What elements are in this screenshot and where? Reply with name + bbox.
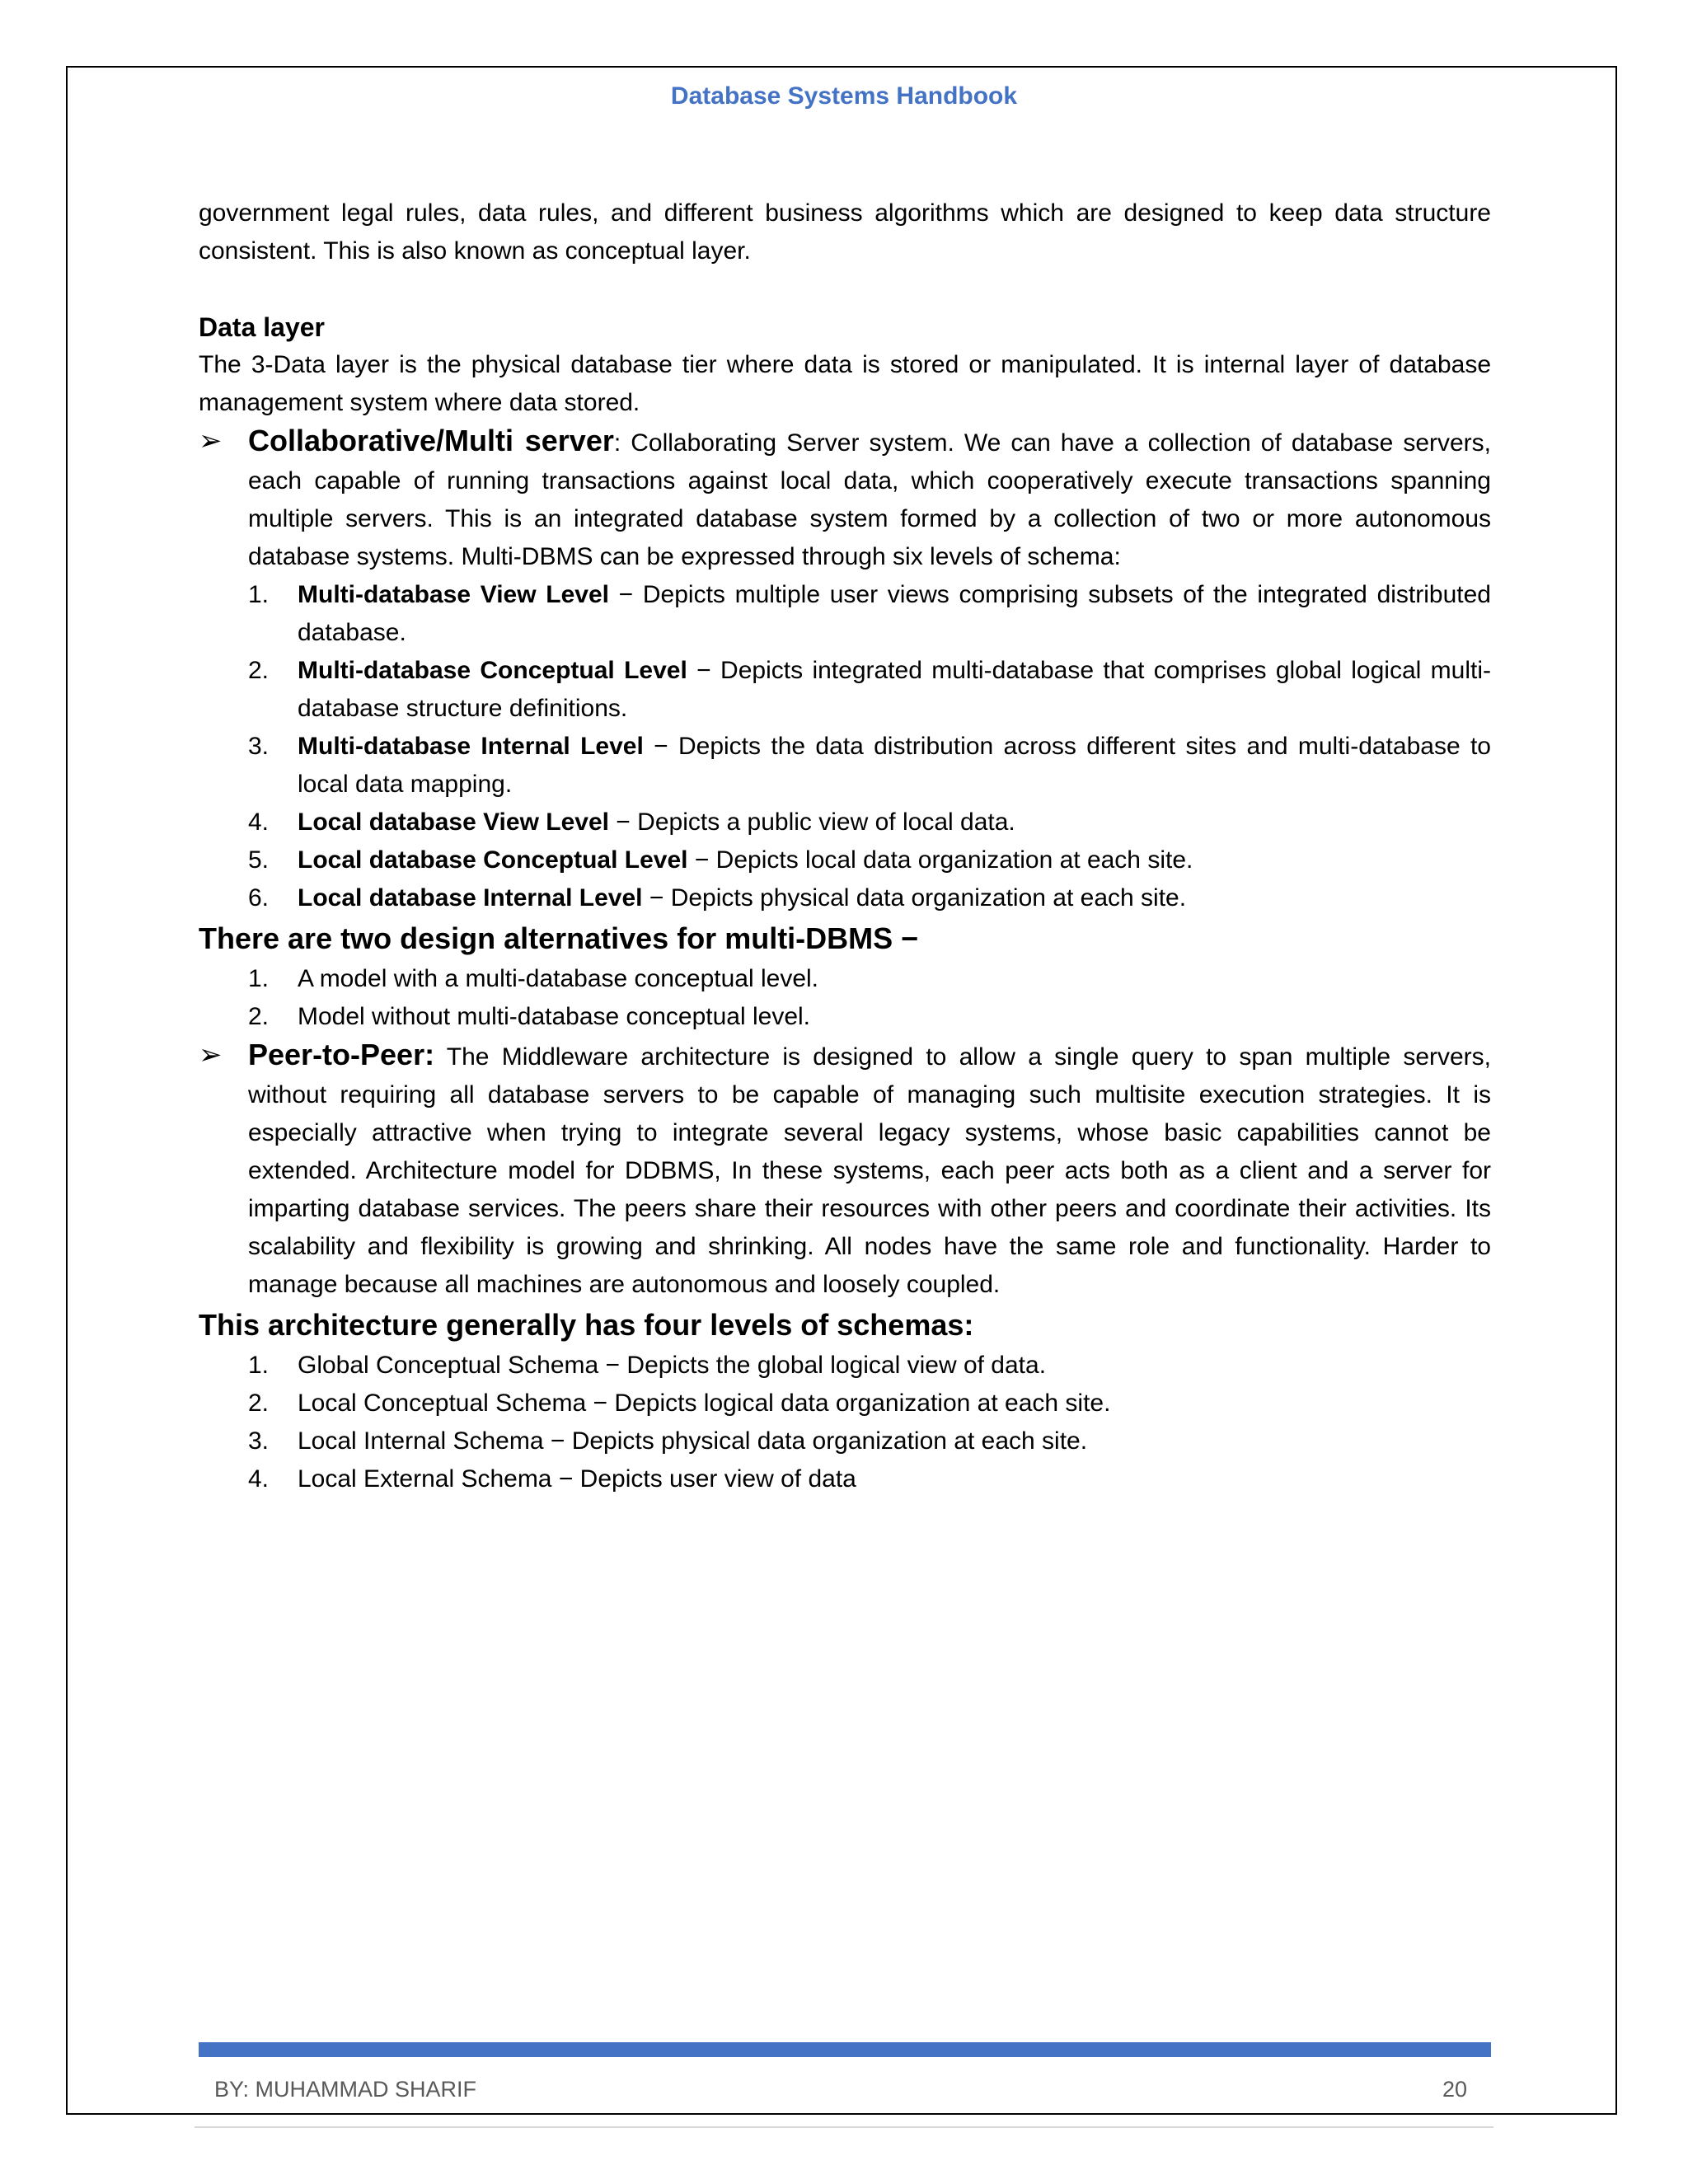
- schemas-heading: This architecture generally has four levels of schemas:: [199, 1308, 974, 1342]
- collaborative-title: Collaborative/Multi server: [248, 424, 614, 457]
- bottom-divider: [195, 2126, 1493, 2128]
- alternatives-list: [199, 960, 1491, 1036]
- list-item: 2. Model without multi-database conceptual level.: [248, 1003, 811, 1030]
- data-layer-paragraph: The 3-Data layer is the physical database tier where data is stored or manipulated. It is internal layer of database management system where data stored.: [199, 351, 1491, 416]
- list-item: 2. Multi-database Conceptual Level − Depicts integrated multi-database that comprises global logical multi-database structure definitions.: [248, 657, 1491, 722]
- page-number: 20: [1442, 2077, 1468, 2102]
- collaborative-text: : Collaborating Server system. We can have a collection of database servers, each capable of running transactions against local data, which cooperatively execute transactions spanning multiple servers. This is an integrated database system formed by a collection of two or more autonomous database systems. Multi-DBMS can be expressed through six levels of schema:: [248, 429, 1492, 570]
- list-item: 4. Local database View Level − Depicts a public view of local data.: [248, 808, 1015, 836]
- page-content: [199, 194, 1491, 1498]
- data-layer-heading: Data layer: [199, 312, 325, 342]
- intro-paragraph: government legal rules, data rules, and different business algorithms which are designed to keep data structure consistent. This is also known as conceptual layer.: [199, 199, 1491, 265]
- list-item: 2. Local Conceptual Schema − Depicts logical data organization at each site.: [248, 1390, 1111, 1417]
- peer-title: Peer-to-Peer:: [248, 1038, 435, 1071]
- collaborative-bullet: [199, 422, 1491, 576]
- list-item: 1. Global Conceptual Schema − Depicts the global logical view of data.: [248, 1352, 1047, 1379]
- arrow-bullet-icon: ➢: [199, 1039, 223, 1071]
- alternatives-heading: There are two design alternatives for multi-DBMS −: [199, 921, 919, 955]
- schemas-list: [199, 1347, 1491, 1498]
- footer-author: BY: MUHAMMAD SHARIF: [214, 2077, 477, 2102]
- list-item: 1. A model with a multi-database conceptual level.: [248, 965, 819, 992]
- page-header-title: Database Systems Handbook: [670, 82, 1018, 110]
- schema-levels-list: [199, 576, 1491, 917]
- list-item: 3. Multi-database Internal Level − Depicts the data distribution across different sites and multi-database to local data mapping.: [248, 733, 1491, 798]
- list-item: 4. Local External Schema − Depicts user view of data: [248, 1465, 856, 1493]
- list-item: 1. Multi-database View Level − Depicts multiple user views comprising subsets of the integrated distributed database.: [248, 581, 1491, 646]
- peer-bullet: [199, 1036, 1491, 1304]
- peer-text: The Middleware architecture is designed to allow a single query to span multiple servers, without requiring all database servers to be capable of managing such multisite execution strategies. It is especially attractive when trying to integrate several legacy systems, whose basic capabilities cannot be extended. Architecture model for DDBMS, In these systems, each peer acts both as a client and a server for imparting database services. The peers share their resources with other peers and coordinate their activities. Its scalability and flexibility is growing and shrinking. All nodes have the same role and functionality. Harder to manage because all machines are autonomous and loosely coupled.: [248, 1043, 1491, 1298]
- footer-accent-bar: [199, 2042, 1491, 2057]
- list-item: 5. Local database Conceptual Level − Depicts local data organization at each site.: [248, 846, 1193, 874]
- list-item: 3. Local Internal Schema − Depicts physical data organization at each site.: [248, 1427, 1088, 1455]
- arrow-bullet-icon: ➢: [199, 425, 223, 457]
- list-item: 6. Local database Internal Level − Depicts physical data organization at each site.: [248, 884, 1187, 912]
